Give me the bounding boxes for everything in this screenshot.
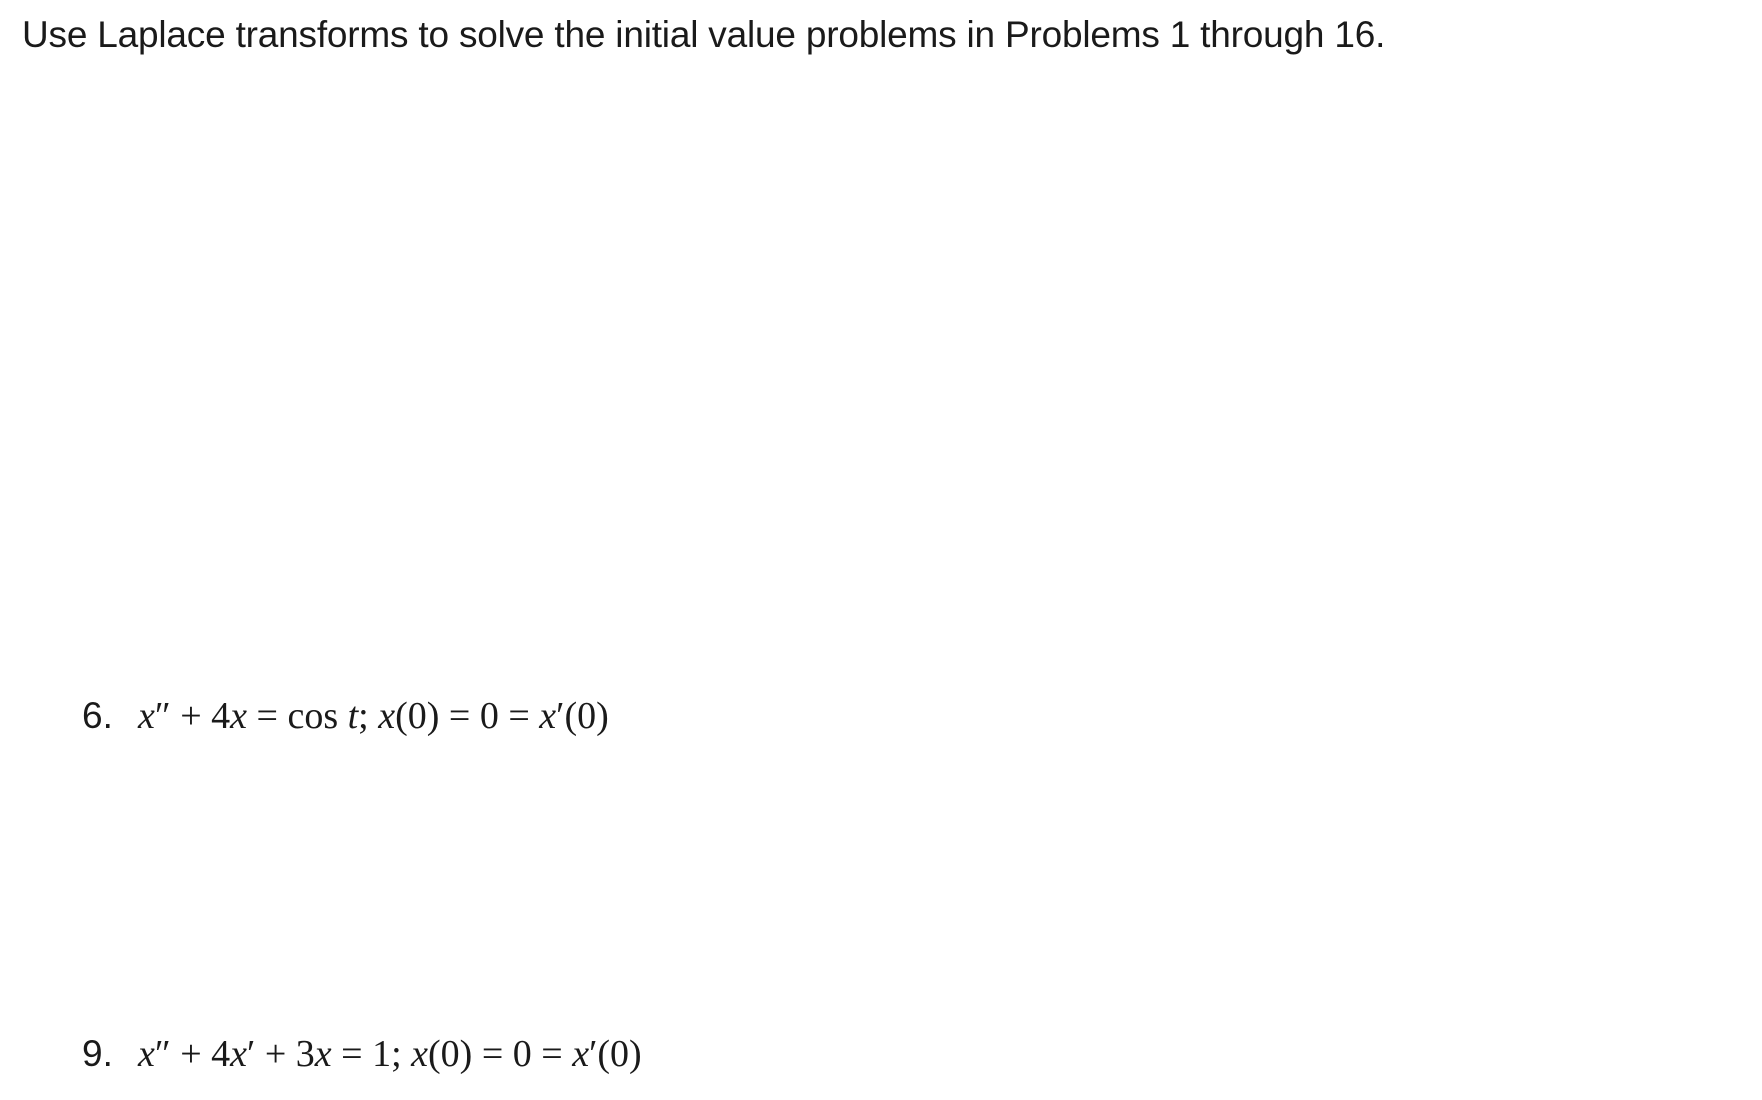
problem-item bbox=[82, 1032, 642, 1076]
problem-equation: x″ + 4x = cos t; x(0) = 0 = x′(0) bbox=[138, 695, 609, 737]
problem-number: 6. bbox=[82, 695, 113, 736]
instructions-text: Use Laplace transforms to solve the initial value problems in Problems 1 through 16. bbox=[22, 14, 1386, 55]
problem-number: 9. bbox=[82, 1033, 113, 1074]
problem-equation: x″ + 4x′ + 3x = 1; x(0) = 0 = x′(0) bbox=[138, 1033, 642, 1075]
problem-item bbox=[82, 694, 609, 738]
